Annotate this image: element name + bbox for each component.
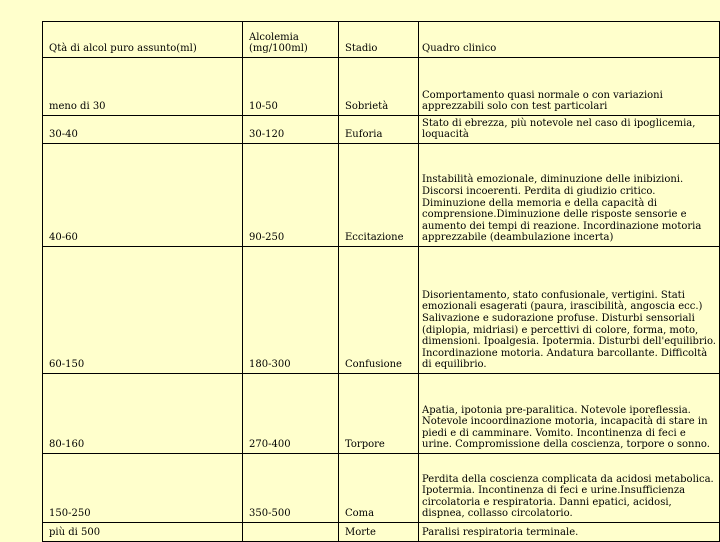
table-row [43,58,720,116]
cell-stage: Confusione [339,247,419,374]
cell-amount: 60-150 [43,247,243,374]
cell-clinical: Stato di ebrezza, più notevole nel caso di ipoglicemia, loquacità [419,116,720,144]
cell-bac: 10-50 [243,58,339,116]
table-row [43,247,720,374]
cell-amount: più di 500 [43,523,243,542]
cell-amount: 150-250 [43,454,243,523]
cell-stage: Torpore [339,374,419,454]
table-row [43,523,720,542]
alcohol-stages-table [42,21,720,542]
cell-bac: 350-500 [243,454,339,523]
cell-bac: 270-400 [243,374,339,454]
header-stage: Stadio [339,22,419,58]
cell-clinical: Apatia, ipotonia pre-paralitica. Notevole iporeflessia. Notevole incoordinazione motoria, incapacità di stare in piedi e di camminare. Vomito. Incontinenza di feci e urine. Compromissione della coscienza, torpore o sonno. [419,374,720,454]
table-row [43,144,720,247]
cell-amount: meno di 30 [43,58,243,116]
header-alcohol-amount: Qtà di alcol puro assunto(ml) [43,22,243,58]
cell-stage: Eccitazione [339,144,419,247]
cell-stage: Morte [339,523,419,542]
cell-bac: 90-250 [243,144,339,247]
cell-amount: 80-160 [43,374,243,454]
cell-clinical: Paralisi respiratoria terminale. [419,523,720,542]
header-blood-alcohol: Alcolemia (mg/100ml) [243,22,339,58]
table-row [43,374,720,454]
cell-stage: Sobrietà [339,58,419,116]
cell-clinical: Perdita della coscienza complicata da acidosi metabolica. Ipotermia. Incontinenza di feci e urine.Insufficienza circolatoria e respiratoria. Danni epatici, acidosi, dispnea, collasso circolatorio. [419,454,720,523]
table-header-row [43,22,720,58]
cell-stage: Coma [339,454,419,523]
cell-clinical: Disorientamento, stato confusionale, vertigini. Stati emozionali esagerati (paura, irascibilità, angoscia ecc.) Salivazione e sudorazione profuse. Disturbi sensoriali (diplopia, midriasi) e percettivi di colore, forma, moto, dimensioni. Ipoalgesia. Ipotermia. Disturbi dell'equilibrio. Incordinazione motoria. Andatura barcollante. Difficoltà di equilibrio. [419,247,720,374]
cell-bac: 30-120 [243,116,339,144]
cell-bac [243,523,339,542]
cell-bac: 180-300 [243,247,339,374]
table-row [43,116,720,144]
cell-amount: 40-60 [43,144,243,247]
cell-clinical: Instabilità emozionale, diminuzione delle inibizioni. Discorsi incoerenti. Perdita di giudizio critico. Diminuzione della memoria e della capacità di comprensione.Diminuzione delle risposte sensorie e aumento dei tempi di reazione. Incordinazione motoria apprezzabile (deambulazione incerta) [419,144,720,247]
cell-clinical: Comportamento quasi normale o con variazioni apprezzabili solo con test particolari [419,58,720,116]
header-clinical-picture: Quadro clinico [419,22,720,58]
cell-stage: Euforia [339,116,419,144]
table-row [43,454,720,523]
cell-amount: 30-40 [43,116,243,144]
